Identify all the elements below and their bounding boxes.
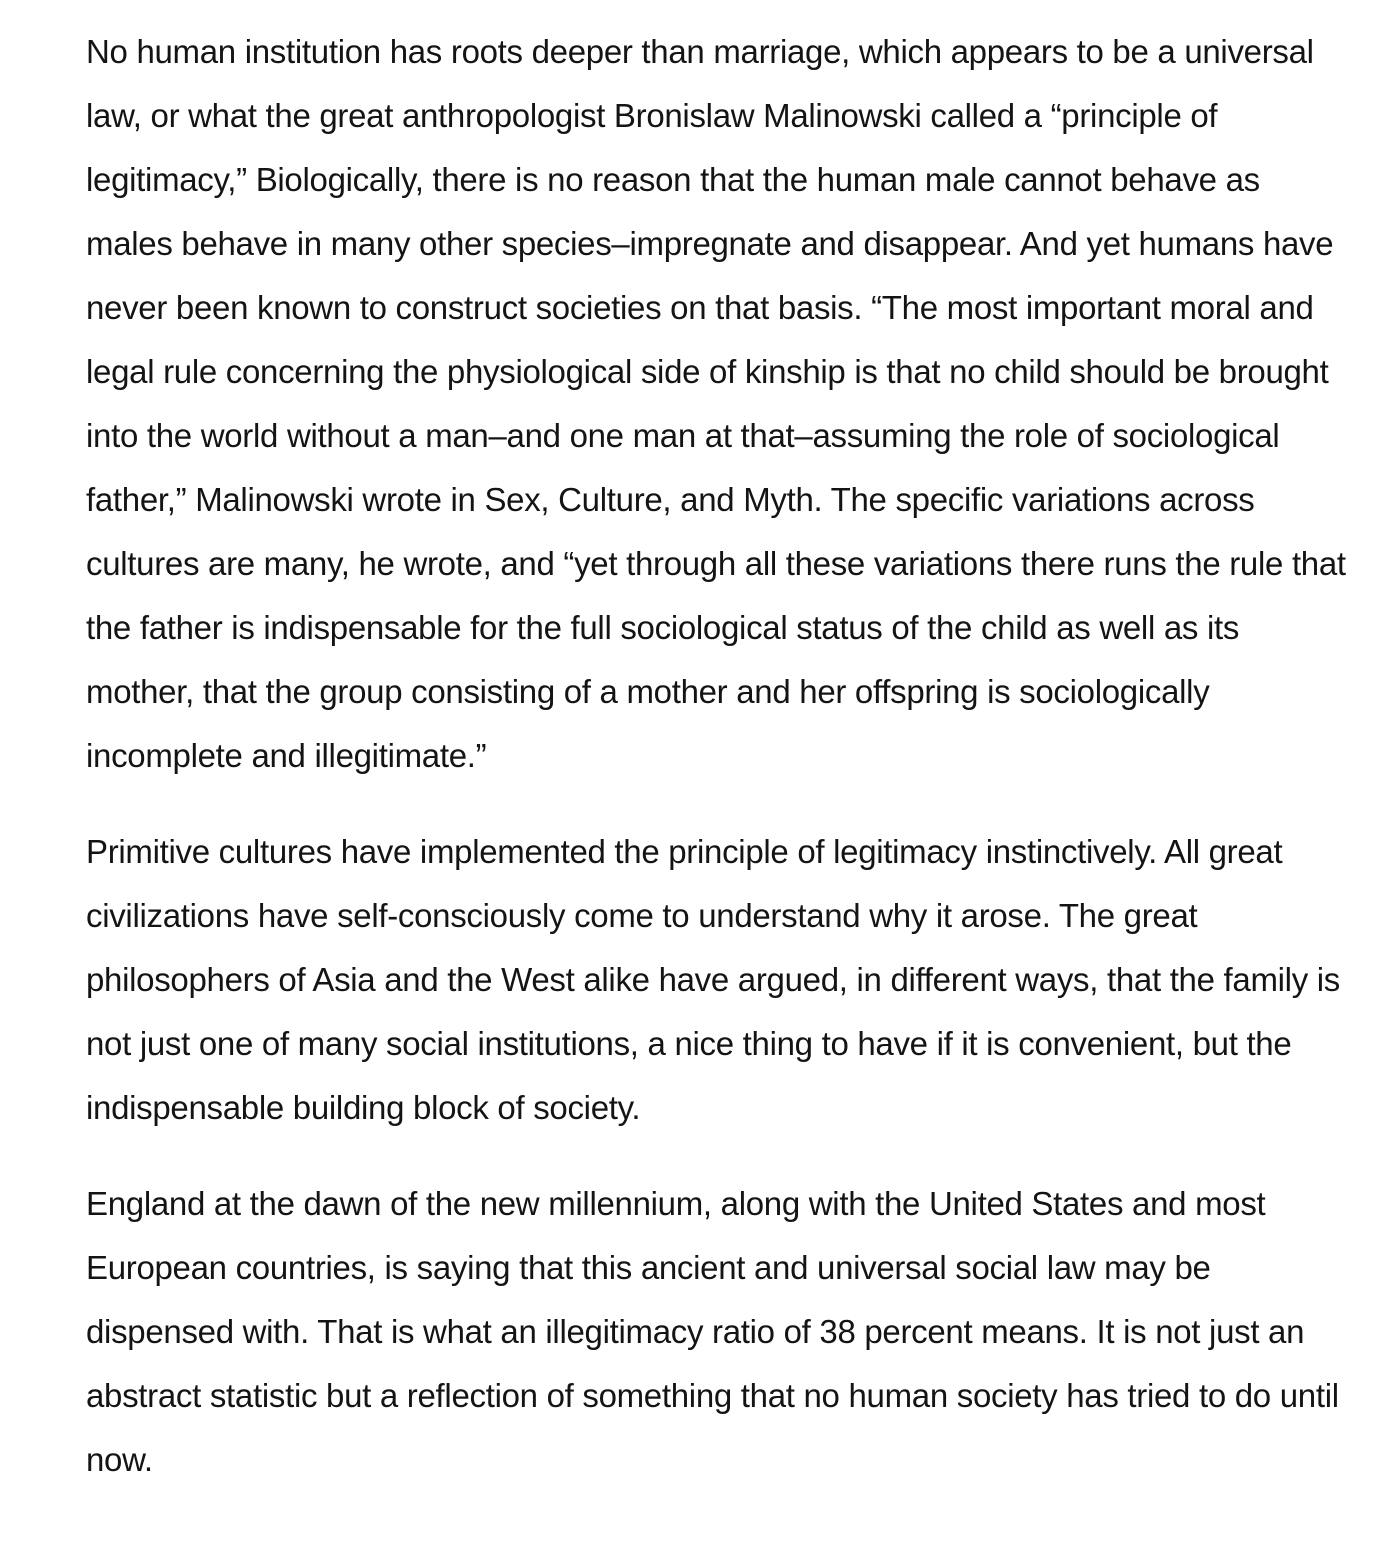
paragraph-marriage-legitimacy: No human institution has roots deeper than marriage, which appears to be a universal law, or what the great anthropologist Bronislaw Malinowski called a “principle of legitimacy,” Biologically, there is no reason that the human male cannot behave as males behave in many other species–impregnate and disappear. And yet humans have never been known to construct societies on that basis. “The most important moral and legal rule concerning the physiological side of kinship is that no child should be brought into the world without a man–and one man at that–assuming the role of sociological father,” Malinowski wrote in Sex, Culture, and Myth. The specific variations across cultures are many, he wrote, and “yet through all these variations there runs the rule that the father is indispensable for the full sociological status of the child as well as its mother, that the group consisting of a mother and her offspring is sociologically incomplete and illegitimate.” [86, 33, 1346, 774]
paragraph-primitive-cultures: Primitive cultures have implemented the principle of legitimacy instinctively. All great civilizations have self-consciously come to understand why it arose. The great philosophers of Asia and the West alike have argued, in different ways, that the family is not just one of many social institutions, a nice thing to have if it is convenient, but the indispensable building block of society. [86, 833, 1341, 1126]
article-body [86, 20, 1346, 1492]
paragraph-england-millennium: England at the dawn of the new millennium, along with the United States and most European countries, is saying that this ancient and universal social law may be dispensed with. That is what an illegitimacy ratio of 38 percent means. It is not just an abstract statistic but a reflection of something that no human society has tried to do until now. [86, 1185, 1339, 1478]
